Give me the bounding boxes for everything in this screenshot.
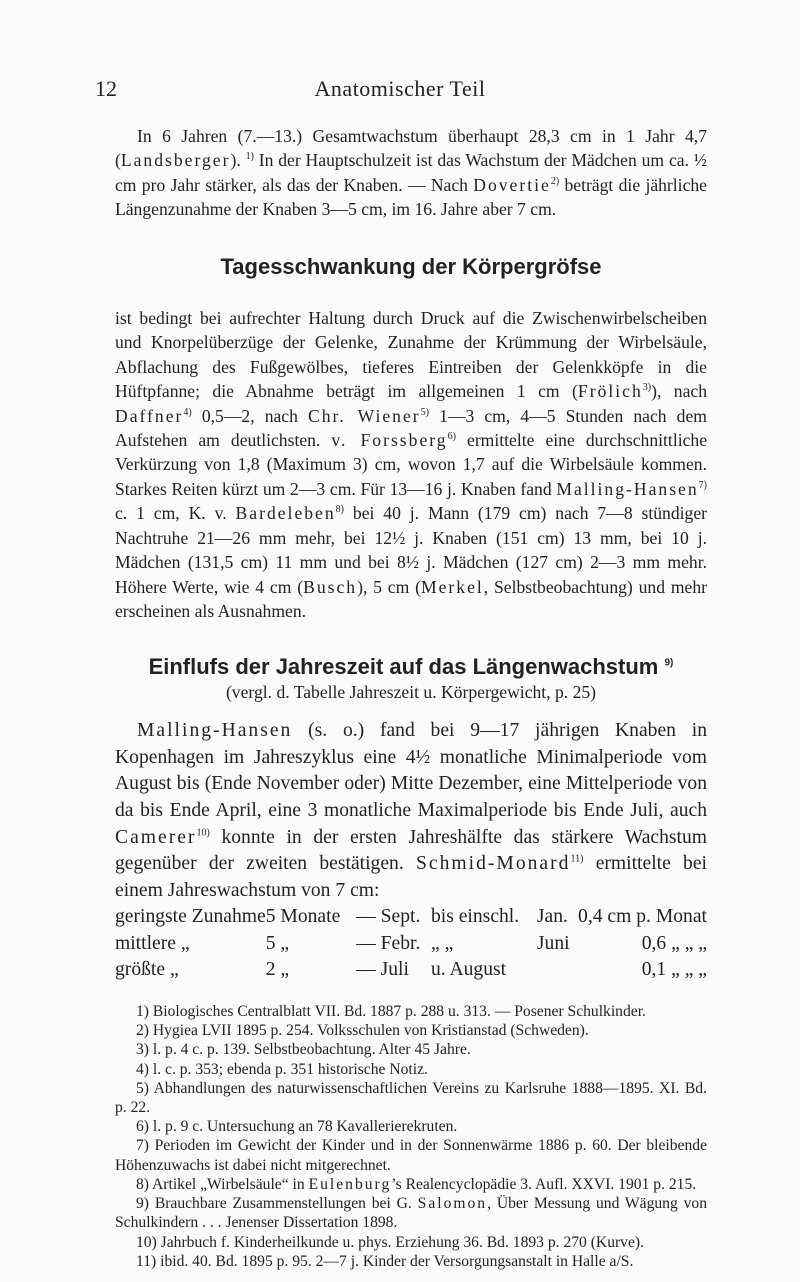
section-heading: Tagesschwankung der Körpergröfse [220,253,602,279]
footnote-ref: 7) [698,480,707,492]
footnote-ref: 8) [335,504,344,516]
footnote-ref: 3) [642,382,652,394]
footnote: 10) Jahrbuch f. Kinderheilkunde u. phys. Erziehung 36. Bd. 1893 p. 270 (Kurve). [136,1233,644,1251]
section1-paragraph: ist bedingt bei aufrechter Haltung durch Druck auf die Zwischenwirbelscheiben und Knorpelüberzüge der Gelenke, Zunahme der Krümmung der Wirbelsäule, Abflachung des Fußgewölbes, tieferes Eintreiben der Gelenkköpfe in die Hüftpfanne; die Abnahme beträgt im allgemeinen 1 cm (Frölich$^{3)}$), nach Daffner$^{4)}$ 0,5—2, nach Chr. Wiener$^{5)}$ 1—3 cm, 4—5 Stunden nach dem Aufstehen am deutlichsten. v. Forssberg$^{6)}$ ermittelte eine durchschnittliche Verkürzung von 1,8 (Maximum 3) cm, wovon 1,7 auf die Wirbelsäule kommen. Starkes Reiten kürzt um 2—3 cm. Für 13—16 j. Knaben fand Malling-Hansen$^{7)}$ c. 1 cm, K. v. Bardeleben$^{8)}$ bei 40 j. Mann (179 cm) nach 7—8 stündiger Nachtruhe 21—26 mm mehr, bei 12½ j. Knaben (151 cm) 13 mm, bei 10 j. Mädchen (131,5 cm) 11 mm und bei 8½ j. Mädchen (127 cm) 2—3 mm mehr. Höhere Werte, wie 4 cm (Busch), 5 cm (Merkel, Selbstbeobachtung) und mehr erscheinen als Ausnahmen. [115,308,708,621]
footnote: 3) l. p. 4 c. p. 139. Selbstbeobachtung. Alter 45 Jahre. [136,1041,471,1059]
author-name: Merkel [420,576,484,597]
author-name: Dovertie [473,174,551,195]
table-row [115,904,707,931]
footnote: 5) Abhandlungen des naturwissenschaftlichen Vereins zu Karlsruhe 1888—1895. XI. Bd. p. 22. [115,1079,707,1117]
section2-paragraph: Malling-Hansen (s. o.) fand bei 9—17 jährigen Knaben in Kopenhagen im Jahreszyklus eine 4½ monatliche Minimalperiode vom August bis (Ende November oder) Mitte Dezember, eine Mittelperiode von da bis Ende April, eine 3 monatliche Maximalperiode bis Ende Juli, auch Camerer$^{10)}$ konnte in der ersten Jahreshälfte das stärkere Wachstum gegenüber der zweiten bestätigen. Schmid-Monard$^{11)}$ ermittelte bei einem Jahreswachstum von 7 cm: [115,720,707,901]
table-row [115,931,707,958]
running-title: Anatomischer Teil [314,76,486,101]
footnote: 4) l. c. p. 353; ebenda p. 351 historische Notiz. [136,1060,428,1078]
table-cell-months: 2 „ [265,959,290,981]
footnote: 2) Hygiea LVII 1895 p. 254. Volksschulen von Kristianstad (Schweden). [136,1022,589,1040]
table-cell-to [537,957,578,984]
table-cell-label: geringste Zunahme [115,906,266,928]
author-name: Busch [303,576,358,597]
author-name: Landsberger [120,150,231,171]
table-cell-value: 0,1 „ „ „ [641,959,707,981]
table-cell-to: Jan. [536,906,568,928]
table-cell-dash: — [356,932,376,954]
page-number: 12 [95,76,117,101]
footnotes [115,1002,707,1271]
author-name: v. Forssberg [331,430,448,451]
table-cell-from: Sept. [380,906,421,928]
author-name: Camerer [115,826,197,848]
footnote-ref: 1) [245,151,254,163]
table-cell-to: Juni [536,932,570,954]
table-cell-mid: bis einschl. [430,906,520,928]
table-cell-mid: u. August [430,959,507,981]
author-name: Frölich [577,381,643,402]
footnote: 11) ibid. 40. Bd. 1895 p. 95. 2—7 j. Kinder der Versorgungsanstalt in Halle a/S. [136,1252,634,1270]
author-name: Salomon [417,1195,488,1213]
footnote-ref: 4) [183,406,192,418]
author-name: Schmid-Monard [416,853,571,875]
author-name: Daffner [115,405,184,426]
section-heading: Einflufs der Jahreszeit auf das Längenwachstum $^{9)}$ [148,654,674,680]
author-name: Eulenburg [308,1175,392,1193]
table-row [115,957,707,984]
table-cell-label: mittlere „ [115,932,190,954]
growth-table-body [115,904,707,984]
table-cell-value: 0,4 cm p. Monat [578,906,707,928]
footnote-ref: 2) [550,175,560,187]
section-subheading: (vergl. d. Tabelle Jahreszeit u. Körpergewicht, p. 25) [225,681,597,702]
footnote: 9) Brauchbare Zusammenstellungen bei G. Salomon, Über Messung und Wägung von Schulkindern . . . Jenenser Dissertation 1898. [115,1195,707,1232]
table-cell-label: größte „ [115,959,179,981]
footnote: 6) l. p. 9 c. Untersuchung an 78 Kavallerierekruten. [136,1118,458,1136]
author-name: Malling-Hansen [556,478,699,499]
footnote-ref: 5) [420,406,429,418]
table-cell-dash: — [356,959,376,981]
footnote-list [115,1002,707,1271]
footnote: 8) Artikel „Wirbelsäule“ in Eulenburg’s Realencyclopädie 3. Aufl. XXVI. 1901 p. 215. [136,1175,697,1193]
footnote: 1) Biologisches Centralblatt VII. Bd. 1887 p. 288 u. 313. — Posener Schulkinder. [136,1003,646,1021]
author-name: Chr. Wiener [308,405,421,426]
growth-table [115,904,707,984]
page-body [115,124,707,1271]
table-cell-mid: „ „ [430,932,454,954]
table-cell-value: 0,6 „ „ „ [641,932,707,954]
table-cell-months: 5 Monate [265,906,341,928]
intro-paragraph: In 6 Jahren (7.—13.) Gesamtwachstum überhaupt 28,3 cm in 1 Jahr 4,7 (Landsberger). $^{1)}$ In der Hauptschulzeit ist das Wachstum der Mädchen um ca. ½ cm pro Jahr stärker, als das der Knaben. — Nach Dovertie$^{2)}$ beträgt die jährliche Längenzunahme der Knaben 3—5 cm, im 16. Jahre aber 7 cm. [115,126,707,220]
footnote-ref: 6) [447,431,456,443]
footnote-ref: 9) [664,657,674,669]
footnote: 7) Perioden im Gewicht der Kinder und in der Sonnenwärme 1886 p. 60. Der bleibende Höhenzuwachs ist dabei nicht mitgerechnet. [115,1137,707,1174]
author-name: Malling-Hansen [137,720,293,742]
footnote-ref: 10) [196,826,210,838]
table-cell-dash: — [356,906,376,928]
author-name: Bardeleben [235,503,336,524]
table-cell-months: 5 „ [265,932,290,954]
table-cell-from: Juli [380,959,409,981]
footnote-ref: 11) [570,853,584,865]
table-cell-from: Febr. [380,932,421,954]
page-header [95,76,705,104]
